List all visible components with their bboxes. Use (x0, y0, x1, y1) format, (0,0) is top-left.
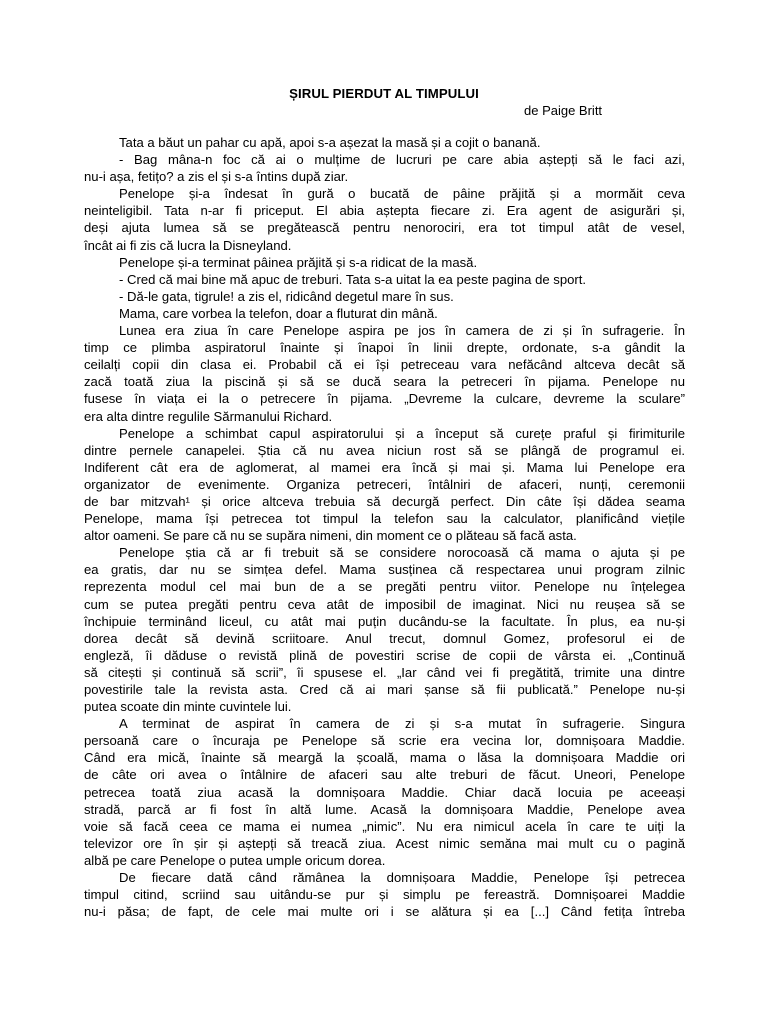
text-line: nu-i păsa; de fapt, de cele mai multe ori i se alătura și ea [...] Când fetița întreba (84, 904, 685, 920)
text-line: De fiecare dată când rămânea la domnișoara Maddie, Penelope își petrecea (119, 870, 685, 886)
text-line: persoană care o încuraja pe Penelope să scrie era vecina lor, domnișoara Maddie. (84, 733, 685, 749)
text-line: de câte ori avea o întâlnire de afaceri sau alte treburi de făcut. Uneori, Penelope (84, 767, 685, 783)
text-line: albă pe care Penelope o putea umple oricum dorea. (84, 852, 386, 868)
text-line: să citești și continuă să scrii”, îi spusese el. „Iar când vei fi pregătită, trimite una dintre (84, 664, 685, 680)
text-line: povestirile tale la revista asta. Cred că ai mari șanse să fii publicată.” Penelope nu-și (84, 682, 685, 697)
text-line: ea gratis, dar nu se simțea defel. Mama susținea că respectarea unui program zilnic (84, 562, 685, 578)
text-line: încât ai fi zis că lucra la Disneyland. (84, 237, 292, 253)
text-line: Mama, care vorbea la telefon, doar a fluturat din mână. (119, 305, 438, 321)
text-line: Indiferent cât era de aglomerat, al mamei era încă și mai și. Mama lui Penelope era (84, 459, 685, 475)
text-line: voie să facă ceea ce mama ei numea „nimic”. Nu era nimicul acela în care te uiți la (84, 818, 685, 834)
text-line: era alta dintre regulile Sărmanului Richard. (84, 408, 333, 424)
text-line: stradă, parcă ar fi fost în altă lume. Acasă la domnișoara Maddie, Penelope avea (84, 801, 685, 817)
text-line: Lunea era ziua în care Penelope aspira pe jos în camera de zi și în sufragerie. În (119, 323, 685, 339)
text-line: Penelope știa că ar fi trebuit să se considere norocoasă că mama o ajuta și pe (119, 545, 685, 561)
text-line: fusese în viața ei la o petrecere în pijama. „Devreme la culcare, devreme la sculare” (84, 391, 685, 407)
text-line: - Dă-le gata, tigrule! a zis el, ridicând degetul mare în sus. (119, 288, 454, 304)
document-body (84, 134, 685, 920)
text-line: - Cred că mai bine mă apuc de treburi. Tata s-a uitat la ea peste pagina de sport. (119, 271, 587, 287)
text-line: neinteligibil. Tata n-ar fi priceput. El abia aștepta fiecare zi. Era agent de asigurări și, (84, 203, 685, 219)
text-line: Când era mică, înainte să meargă la școală, mama o lăsa la domnișoara Maddie ori (84, 750, 685, 766)
text-line: Tata a băut un pahar cu apă, apoi s-a așezat la masă și a cojit o banană. (119, 135, 541, 150)
text-line: nu-i așa, fetițo? a zis el și s-a întins după ziar. (84, 169, 349, 185)
text-line: zacă toată ziua la piscină și să se ducă seara la petreceri în pijama. Penelope nu (84, 374, 685, 390)
text-line: timpul citind, scriind sau uitându-se pur și simplu pe fereastră. Domnișoarei Maddie (84, 887, 685, 903)
text-line: reprezenta modul cel mai bun de a se pregăti pentru viitor. Penelope nu înțelegea (84, 579, 685, 595)
text-line: timp ce plimba aspiratorul înainte și înapoi în linii drepte, ordonate, s-a gândit la (84, 340, 685, 356)
document-author: de Paige Britt (524, 103, 603, 118)
text-line: cum se putea pregăti pentru ceva atât de imposibil de imaginat. Nici nu reușea să se (84, 596, 685, 612)
document-title: ȘIRUL PIERDUT AL TIMPULUI (289, 86, 479, 101)
text-line: altor oameni. Se pare că nu se supăra nimeni, din moment ce o plăteau să facă asta. (84, 528, 577, 544)
text-line: dorea decât să devină scriitoare. Anul trecut, domnul Gomez, profesorul ei de (84, 630, 685, 646)
text-line: deși ajuta lumea să se pregătească pentru nenorociri, era tot timpul atât de vesel, (84, 220, 685, 236)
text-line: organizator de evenimente. Organiza petreceri, întâlniri de afaceri, nunți, ceremonii (84, 476, 685, 492)
text-line: engleză, îi dăduse o revistă plină de povestiri scrise de copii de vârsta ei. „Continuă (84, 647, 685, 663)
text-line: A terminat de aspirat în camera de zi și s-a mutat în sufragerie. Singura (119, 716, 685, 732)
text-line: Penelope a schimbat capul aspiratorului și a început să curețe praful și firimiturile (119, 425, 685, 441)
text-line: dintre pernele canapelei. Știa că nu avea niciun rost să se plângă de programul ei. (84, 442, 685, 458)
text-line: putea scoate din minte cuvintele lui. (84, 699, 292, 715)
text-line: televizor ore în șir și aștepți să treacă ziua. Acest nimic semăna mai mult cu o pagină (84, 835, 685, 851)
text-line: Penelope și-a îndesat în gură o bucată de pâine prăjită și a mormăit ceva (119, 186, 685, 202)
text-line: închipuie terminând liceul, cu atât mai puțin ducându-se la facultate. În plus, ea nu-și (84, 613, 685, 629)
text-line: ceilalți copii din clasa ei. Probabil că ei își petreceau vara nefăcând altceva decât să (84, 357, 685, 373)
text-line: Penelope, mama își petrecea tot timpul la telefon sau la calculator, planificând viețile (84, 511, 685, 527)
text-line: Penelope și-a terminat pâinea prăjită și s-a ridicat de la masă. (119, 254, 478, 270)
text-line: petrecea toată ziua acasă la domnișoara Maddie. Chiar dacă locuia pe aceeași (84, 784, 685, 800)
text-line: de bar mitzvah¹ și orice altceva trebuia să decurgă perfect. Din câte își dădea seama (84, 493, 685, 509)
text-line: - Bag mâna-n foc că ai o mulțime de lucruri pe care abia aștepți să le faci azi, (119, 152, 685, 168)
